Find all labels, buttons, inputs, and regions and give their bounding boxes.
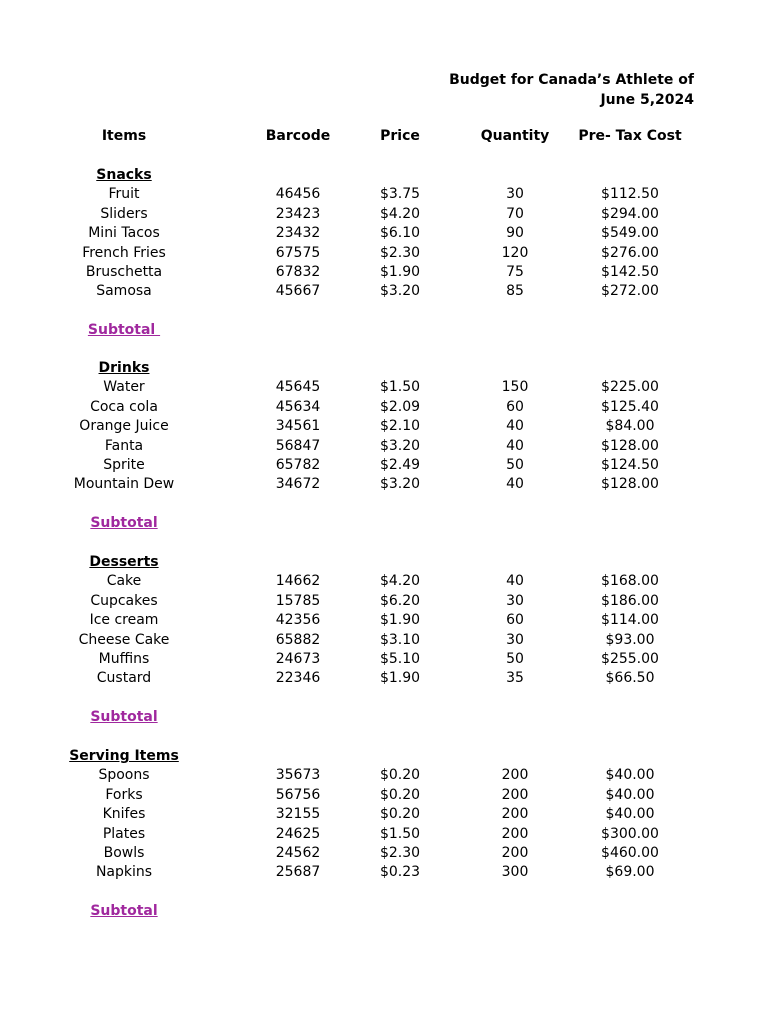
- section-header-row: [0, 166, 768, 185]
- barcode-cell: 56847: [275, 437, 321, 454]
- section-title: Serving Items: [69, 748, 179, 764]
- price-cell: $1.90: [379, 670, 421, 687]
- header-price: Price: [380, 128, 420, 144]
- table-row: [0, 766, 768, 785]
- price-cell: $0.20: [379, 767, 421, 784]
- item-name: Forks: [105, 786, 143, 803]
- item-name: Samosa: [96, 283, 152, 300]
- item-name: Bruschetta: [85, 264, 163, 280]
- barcode-cell: 23432: [275, 225, 321, 242]
- barcode-cell: 67575: [275, 244, 321, 261]
- table-row: [0, 378, 768, 397]
- barcode-cell: 32155: [275, 806, 321, 823]
- table-row: [0, 224, 768, 243]
- barcode-cell: 56756: [275, 786, 321, 803]
- quantity-cell: 200: [501, 806, 529, 823]
- column-headers: [0, 128, 768, 148]
- price-cell: $2.09: [379, 398, 421, 415]
- quantity-cell: 50: [506, 651, 524, 667]
- table-row: [0, 475, 768, 494]
- item-name: Water: [103, 379, 145, 396]
- item-name: Custard: [96, 670, 152, 687]
- table-row: [0, 572, 768, 591]
- price-cell: $1.50: [379, 379, 421, 396]
- quantity-cell: 40: [506, 437, 524, 454]
- pre-tax-cost-cell: $294.00: [601, 205, 659, 222]
- subtotal-link[interactable]: Subtotal: [87, 322, 161, 339]
- price-cell: $2.30: [379, 244, 421, 261]
- subtotal-link[interactable]: Subtotal: [90, 903, 158, 920]
- table-row: [0, 611, 768, 630]
- price-cell: $0.20: [379, 786, 421, 803]
- price-cell: $1.90: [379, 264, 421, 280]
- item-name: Fanta: [104, 437, 144, 454]
- price-cell: $4.20: [379, 205, 421, 222]
- price-cell: $0.23: [379, 864, 421, 881]
- section-title: Desserts: [89, 554, 159, 570]
- item-name: Knifes: [102, 806, 146, 823]
- pre-tax-cost-cell: $225.00: [601, 379, 659, 396]
- table-row: [0, 417, 768, 436]
- quantity-cell: 30: [506, 631, 524, 648]
- barcode-cell: 35673: [275, 767, 321, 784]
- barcode-cell: 34561: [275, 418, 321, 435]
- quantity-cell: 200: [501, 825, 529, 842]
- title-line-2: June 5,2024: [600, 92, 694, 108]
- table-row: [0, 456, 768, 475]
- item-name: Bowls: [103, 845, 145, 861]
- pre-tax-cost-cell: $276.00: [601, 244, 659, 261]
- quantity-cell: 40: [506, 418, 524, 435]
- section-header-row: [0, 359, 768, 378]
- section-title: Drinks: [98, 360, 150, 376]
- item-name: Fruit: [108, 186, 140, 203]
- item-name: Mountain Dew: [73, 476, 175, 493]
- header-items: Items: [101, 128, 147, 144]
- quantity-cell: 90: [506, 225, 524, 242]
- item-name: Ice cream: [89, 612, 159, 629]
- quantity-cell: 120: [501, 244, 529, 261]
- barcode-cell: 24625: [275, 825, 321, 842]
- price-cell: $2.49: [379, 457, 421, 473]
- table-row: [0, 263, 768, 282]
- table-row: [0, 786, 768, 805]
- item-name: Muffins: [98, 651, 150, 667]
- section-title: Snacks: [96, 167, 152, 183]
- pre-tax-cost-cell: $460.00: [601, 845, 659, 861]
- pre-tax-cost-cell: $112.50: [601, 186, 659, 203]
- section-header-row: [0, 747, 768, 766]
- quantity-cell: 85: [506, 283, 524, 300]
- table-row: [0, 669, 768, 688]
- item-name: Cake: [106, 573, 142, 590]
- pre-tax-cost-cell: $272.00: [601, 283, 659, 300]
- header-barcode: Barcode: [265, 128, 331, 144]
- pre-tax-cost-cell: $142.50: [601, 264, 659, 280]
- pre-tax-cost-cell: $186.00: [601, 592, 659, 609]
- barcode-cell: 45667: [275, 283, 321, 300]
- subtotal-row: [0, 708, 768, 727]
- item-name: Coca cola: [90, 398, 158, 415]
- item-name: French Fries: [82, 244, 166, 261]
- pre-tax-cost-cell: $40.00: [605, 767, 655, 784]
- item-name: Cheese Cake: [78, 631, 170, 648]
- pre-tax-cost-cell: $114.00: [601, 612, 659, 629]
- price-cell: $3.75: [379, 186, 421, 203]
- item-name: Orange Juice: [79, 418, 169, 435]
- barcode-cell: 46456: [275, 186, 321, 203]
- quantity-cell: 300: [501, 864, 529, 881]
- table-row: [0, 205, 768, 224]
- pre-tax-cost-cell: $128.00: [601, 476, 659, 493]
- subtotal-row: [0, 321, 768, 340]
- header-pre-tax-cost: Pre- Tax Cost: [578, 128, 682, 144]
- item-name: Plates: [102, 825, 146, 842]
- quantity-cell: 200: [501, 767, 529, 784]
- pre-tax-cost-cell: $40.00: [605, 806, 655, 823]
- quantity-cell: 30: [506, 592, 524, 609]
- price-cell: $0.20: [379, 806, 421, 823]
- price-cell: $3.20: [379, 476, 421, 493]
- document-title: [449, 70, 694, 110]
- price-cell: $3.10: [379, 631, 421, 648]
- title-line-1: Budget for Canada’s Athlete of: [449, 72, 694, 88]
- table-row: [0, 282, 768, 301]
- item-name: Cupcakes: [90, 592, 158, 609]
- price-cell: $2.10: [379, 418, 421, 435]
- quantity-cell: 75: [506, 264, 524, 280]
- table-row: [0, 844, 768, 863]
- price-cell: $3.20: [379, 283, 421, 300]
- barcode-cell: 45645: [275, 379, 321, 396]
- subtotal-row: [0, 902, 768, 921]
- barcode-cell: 24562: [275, 845, 321, 861]
- price-cell: $5.10: [379, 651, 421, 667]
- table-row: [0, 805, 768, 824]
- table-row: [0, 825, 768, 844]
- barcode-cell: 15785: [275, 592, 321, 609]
- quantity-cell: 50: [506, 457, 524, 473]
- barcode-cell: 65882: [275, 631, 321, 648]
- quantity-cell: 150: [501, 379, 529, 396]
- barcode-cell: 67832: [275, 264, 321, 280]
- price-cell: $2.30: [379, 845, 421, 861]
- quantity-cell: 60: [506, 398, 524, 415]
- price-cell: $6.20: [379, 592, 421, 609]
- item-name: Sliders: [100, 205, 148, 222]
- pre-tax-cost-cell: $124.50: [601, 457, 659, 473]
- price-cell: $6.10: [379, 225, 421, 242]
- quantity-cell: 200: [501, 786, 529, 803]
- barcode-cell: 34672: [275, 476, 321, 493]
- pre-tax-cost-cell: $66.50: [605, 670, 655, 687]
- item-name: Sprite: [103, 457, 145, 473]
- price-cell: $1.50: [379, 825, 421, 842]
- pre-tax-cost-cell: $128.00: [601, 437, 659, 454]
- barcode-cell: 22346: [275, 670, 321, 687]
- pre-tax-cost-cell: $255.00: [601, 651, 659, 667]
- pre-tax-cost-cell: $84.00: [605, 418, 655, 435]
- pre-tax-cost-cell: $168.00: [601, 573, 659, 590]
- table-row: [0, 592, 768, 611]
- table-row: [0, 650, 768, 669]
- barcode-cell: 45634: [275, 398, 321, 415]
- price-cell: $4.20: [379, 573, 421, 590]
- barcode-cell: 14662: [275, 573, 321, 590]
- table-row: [0, 185, 768, 204]
- barcode-cell: 24673: [275, 651, 321, 667]
- subtotal-link[interactable]: Subtotal: [90, 709, 158, 726]
- quantity-cell: 60: [506, 612, 524, 629]
- pre-tax-cost-cell: $69.00: [605, 864, 655, 881]
- quantity-cell: 70: [506, 205, 524, 222]
- quantity-cell: 30: [506, 186, 524, 203]
- quantity-cell: 200: [501, 845, 529, 861]
- pre-tax-cost-cell: $40.00: [605, 786, 655, 803]
- barcode-cell: 42356: [275, 612, 321, 629]
- subtotal-row: [0, 514, 768, 533]
- table-row: [0, 631, 768, 650]
- quantity-cell: 40: [506, 476, 524, 493]
- price-cell: $3.20: [379, 437, 421, 454]
- barcode-cell: 65782: [275, 457, 321, 473]
- table-row: [0, 398, 768, 417]
- header-quantity: Quantity: [480, 128, 550, 144]
- quantity-cell: 40: [506, 573, 524, 590]
- quantity-cell: 35: [506, 670, 524, 687]
- item-name: Napkins: [95, 864, 153, 881]
- price-cell: $1.90: [379, 612, 421, 629]
- pre-tax-cost-cell: $125.40: [601, 398, 659, 415]
- pre-tax-cost-cell: $549.00: [601, 225, 659, 242]
- barcode-cell: 25687: [275, 864, 321, 881]
- pre-tax-cost-cell: $300.00: [601, 825, 659, 842]
- table-row: [0, 244, 768, 263]
- barcode-cell: 23423: [275, 205, 321, 222]
- table-row: [0, 437, 768, 456]
- item-name: Spoons: [98, 767, 150, 784]
- table-row: [0, 863, 768, 882]
- subtotal-link[interactable]: Subtotal: [90, 515, 158, 532]
- pre-tax-cost-cell: $93.00: [605, 631, 655, 648]
- item-name: Mini Tacos: [88, 225, 160, 242]
- section-header-row: [0, 553, 768, 572]
